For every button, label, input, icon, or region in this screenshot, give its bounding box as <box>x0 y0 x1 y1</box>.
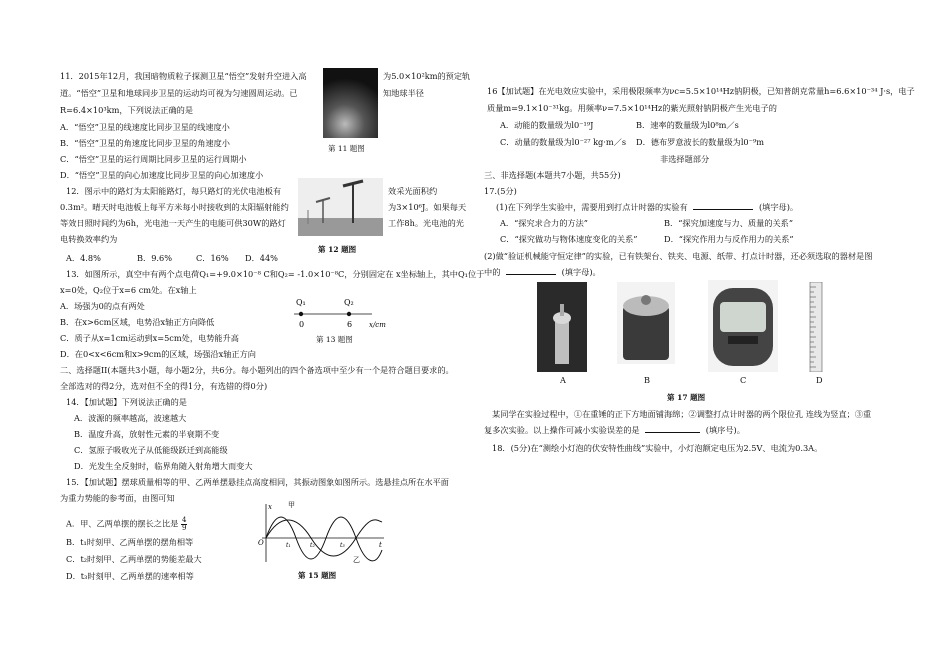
q11-option-a: A．“悟空”卫星的线速度比同步卫星的线速度小 <box>60 122 230 132</box>
q12-line3: 等效日照时间约为6h，光电池一天产生的电能可供30W的路灯 <box>60 218 286 228</box>
q17-p1-option-b: B．“探究加速度与力、质量的关系” <box>664 218 794 228</box>
q12-line4: 电转换效率约为 <box>60 234 118 244</box>
q11-line3: R=6.4×10³km，下列说法正确的是 <box>60 105 194 115</box>
label-a: A <box>560 375 566 385</box>
nonchoice-title: 非选择题部分 <box>660 154 710 164</box>
q17-p1-answer-blank[interactable] <box>693 209 753 210</box>
section2-line1: 二、选择题II(本题共3小题，每小题2分，共6分。每小题列出的四个备选项中至少有一个是符合题目要求的。 <box>60 365 454 375</box>
q13-option-c: C．质子从x=1cm运动到x=5cm处，电势能升高 <box>60 333 239 343</box>
q13-option-d: D．在0<x<6cm和x>9cm的区域，场强沿x轴正方向 <box>60 349 256 359</box>
label-t1: t₁ <box>286 542 291 549</box>
q16-option-a: A．动能的数量级为l0⁻¹⁹J <box>500 120 594 130</box>
section3-title: 三、非选择题(本题共7小题，共55分) <box>484 170 621 180</box>
q11-side2: 知地球半径 <box>383 88 424 98</box>
q15-option-c: C．t₂时刻甲、乙两单摆的势能差最大 <box>66 554 202 564</box>
q1-label: Q₁ <box>296 298 306 307</box>
q12-caption: 第 12 题图 <box>318 245 357 254</box>
q17-p1-suffix: (填字母)。 <box>758 202 799 212</box>
q14-line1: 14．【加试题】下列说法正确的是 <box>66 397 187 407</box>
graph-x-label: x <box>268 503 272 511</box>
q12-option-d: D．44% <box>245 253 278 263</box>
q11-line1: 11．2015年12月，我国暗物质粒子探测卫星“悟空”发射升空进入高 <box>60 71 307 81</box>
q17-p1-option-a: A．“探究求合力的方法” <box>500 218 588 228</box>
q17-p1 <box>496 203 798 213</box>
q17-head: 17.(5分) <box>484 186 517 196</box>
apparatus-c-stopwatch <box>708 280 778 372</box>
q17-p3-line1: 某同学在实验过程中，①在重锤的正下方地面铺海绵；②调整打点计时器的两个限位孔 连线为竖直；③重 <box>492 409 872 419</box>
q13-line1: 13．如图所示，真空中有两个点电荷Q₁=+9.0×10⁻⁸ C和Q₂= -1.0×10⁻⁸C，分别固定在 x坐标轴上，其中Q₁位于 <box>66 269 485 279</box>
curve-jia <box>266 517 382 561</box>
label-yi: 乙 <box>353 556 360 564</box>
q12-option-c: C．16% <box>196 253 229 263</box>
apparatus-a-weight <box>537 282 587 372</box>
q16-option-b: B．速率的数量级为l0⁸m／s <box>636 120 739 130</box>
satellite-photo <box>323 68 378 138</box>
tick-0: 0 <box>299 320 305 329</box>
q17-p3-answer-blank[interactable] <box>645 432 700 433</box>
q18-line1: 18．(5分)在“测绘小灯泡的伏安特性曲线”实验中，小灯泡额定电压为2.5V、电流为0.3A。 <box>492 443 823 453</box>
q12-side1: 效采光面积约 <box>388 186 438 196</box>
q16-option-d: D．德布罗意波长的数量级为l0⁻⁹m <box>636 137 765 147</box>
q17-p1-text: (1)在下列学生实验中，需要用到打点计时器的实验有 <box>496 202 688 212</box>
q15-option-a-text: A．甲、乙两单摆的摆长之比是 <box>66 518 179 529</box>
q11-line2: 道。“悟空”卫星和地球同步卫星的运动均可视为匀速圆周运动。已 <box>60 88 298 98</box>
q15-caption: 第 15 题图 <box>298 571 337 580</box>
q17-p3-line2 <box>484 426 745 436</box>
q13-option-b: B．在x>6cm区域，电势沿x轴正方向降低 <box>60 317 215 327</box>
q12-side2: 为3×10⁶J。如果每天 <box>388 202 467 212</box>
q14-option-d: D．光发生全反射时，临界角随入射角增大而变大 <box>74 461 253 471</box>
q15-oscillation-graph <box>258 500 388 572</box>
q15-line1: 15．【加试题】摆球质量相等的甲、乙两单摆悬挂点高度相同，其振动图象如图所示。选悬挂点所在水平面 <box>66 477 449 487</box>
q13-line2: x=0处，Q₂位于x=6 cm处。在x轴上 <box>60 285 197 295</box>
q16-option-c: C．动量的数量级为l0⁻²⁷ kg·m／s <box>500 137 627 147</box>
q17-p1-option-c: C．“探究做功与物体速度变化的关系” <box>500 234 638 244</box>
q14-option-c: C．氢原子吸收光子从低能级跃迁到高能级 <box>74 445 228 455</box>
q2-label: Q₂ <box>344 298 354 307</box>
q12-side3: 工作8h。光电池的光 <box>388 218 464 228</box>
q12-option-a: A．4.8% <box>66 253 101 263</box>
q11-side1: 为5.0×10²km的预定轨 <box>383 71 471 81</box>
q13-option-a: A．场强为0的点有两处 <box>60 301 145 311</box>
label-t2: t₂ <box>310 542 315 549</box>
label-b: B <box>644 375 651 385</box>
apparatus-d-ruler <box>808 282 824 372</box>
fraction-numerator: 4 <box>181 516 187 524</box>
q12-line1: 12．图示中的路灯为太阳能路灯，每只路灯的光伏电池板有 <box>66 186 282 196</box>
q17-p2-line1: (2)做“验证机械能守恒定律”的实验，已有铁架台、铁夹、电源、纸带、打点计时器，还必须选取的器材是图 <box>484 251 873 261</box>
q15-option-d: D．t₃时刻甲、乙两单摆的速率相等 <box>66 571 194 581</box>
q17-p3-suffix: (填序号)。 <box>705 425 745 435</box>
q14-option-b: B．温度升高，放射性元素的半衰期不变 <box>74 429 220 439</box>
q14-option-a: A．波源的频率越高，波速越大 <box>74 413 187 423</box>
q15-fraction <box>181 517 187 532</box>
label-jia: 甲 <box>288 501 295 509</box>
q12-line2: 0.3m²。晴天时电池板上每平方米每小时接收到的太阳辐射能约 <box>60 202 289 212</box>
q16-line1: 16【加试题】在光电效应实验中，采用极限频率为νc=5.5×10¹⁴Hz钠阴极，已知普朗克常量h=6.6×10⁻³⁴ J·s，电子 <box>487 86 915 96</box>
q17-p1-option-d: D．“探究作用力与反作用力的关系” <box>664 234 794 244</box>
label-c: C <box>740 375 747 385</box>
q17-caption: 第 17 题图 <box>667 393 706 402</box>
q11-option-d: D．“悟空”卫星的向心加速度比同步卫星的向心加速度小 <box>60 170 264 180</box>
axis-label: x/cm <box>369 321 386 329</box>
q11-option-b: B．“悟空”卫星的角速度比同步卫星的角速度小 <box>60 138 230 148</box>
q17-p2-prefix: 中的 <box>484 267 501 277</box>
apparatus-b-weight <box>617 282 675 364</box>
q12-option-b: B．9.6% <box>137 253 173 263</box>
q15-option-b: B．t₁时刻甲、乙两单摆的摆角相等 <box>66 537 194 547</box>
streetlight-photo <box>298 178 383 236</box>
tick-6: 6 <box>347 320 353 329</box>
label-t3: t₃ <box>340 542 345 549</box>
q15-option-a <box>66 517 187 532</box>
fraction-denominator: 9 <box>181 524 187 532</box>
q16-line2: 质量m=9.1×10⁻³¹kg。用频率ν=7.5×10¹⁴Hz的紫光照射钠阴极产生光电子的 <box>487 103 777 113</box>
q17-p2-suffix: (填字母)。 <box>561 267 601 277</box>
graph-origin: O <box>258 539 264 547</box>
q11-option-c: C．“悟空”卫星的运行周期比同步卫星的运行周期小 <box>60 154 247 164</box>
q15-line2: 为重力势能的参考面，由图可知 <box>60 493 175 503</box>
q17-p3-prefix: 复多次实验。以上操作可减小实验误差的是 <box>484 425 640 435</box>
q11-caption: 第 11 题图 <box>328 144 365 153</box>
q17-p2-answer-blank[interactable] <box>506 274 556 275</box>
q17-p2-line2 <box>484 268 601 278</box>
q13-caption: 第 13 题图 <box>316 335 353 344</box>
q13-axis-diagram <box>292 296 392 332</box>
label-d: D <box>816 375 823 385</box>
graph-t-label: t <box>379 541 382 549</box>
section2-line2: 全部选对的得2分，选对但不全的得1分，有选错的得0分) <box>60 381 268 391</box>
